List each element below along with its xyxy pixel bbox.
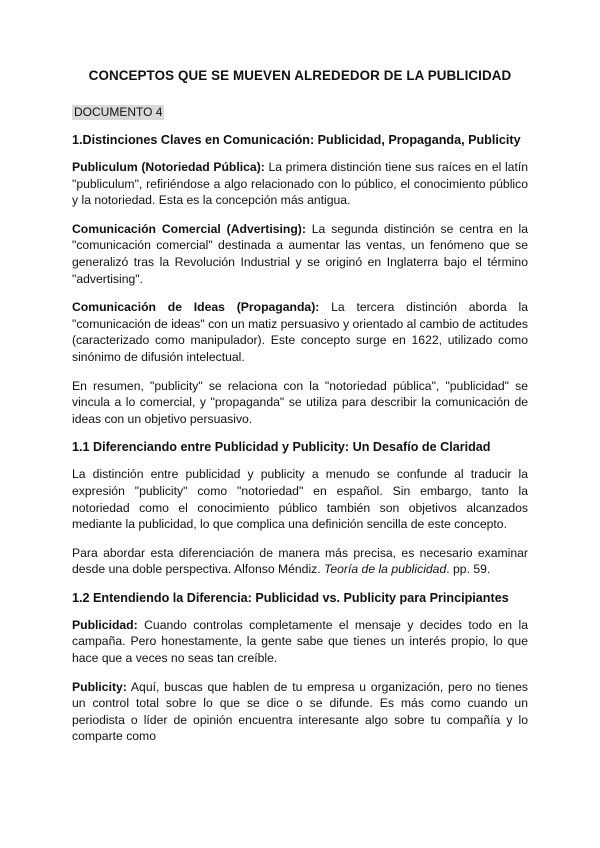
text-comunicacion-comercial: La segunda distinción se centra en la "comunicación comercial" destinada a aumentar las ventas, un fenómeno que se generalizó tras la Revolución Industrial y se originó en Inglaterra bajo el término "advertising". xyxy=(72,221,528,286)
section-1-1-heading: 1.1 Diferenciando entre Publicidad y Publicity: Un Desafío de Claridad xyxy=(72,440,491,455)
section-1-heading: 1.Distinciones Claves en Comunicación: Publicidad, Propaganda, Publicity xyxy=(72,133,521,147)
paragraph-distincion: La distinción entre publicidad y publicity a menudo se confunde al traducir la expresión "publicity" como "notoriedad" en español. Sin embargo, tanto la notoriedad como el conocimiento público también son objetivos alcanzados mediante la publicidad, lo que complica una definición sencilla de este concepto. xyxy=(72,467,528,532)
term-publiculum: Publiculum (Notoriedad Pública): xyxy=(72,160,265,174)
term-publicidad: Publicidad: xyxy=(72,617,138,632)
text-diferenciacion: Para abordar esta diferenciación de manera más precisa, es necesario examinar desde una doble perspectiva. Alfonso Méndiz. xyxy=(72,545,528,577)
book-title: Teoría de la publicidad xyxy=(324,562,447,577)
term-publicity: Publicity: xyxy=(72,679,127,694)
text-publicidad: Cuando controlas completamente el mensaje y decides todo en la campaña. Pero honestamente, la gente sabe que tienes un interés propio, lo que hace que a veces no seas tan creíble. xyxy=(72,617,528,666)
paragraph-resumen: En resumen, "publicity" se relaciona con la "notoriedad pública", "publicidad" se vincula a lo comercial, y "propaganda" se utiliza para describir la comunicación de ideas con un objetivo persuasivo. xyxy=(72,378,528,426)
text-comunicacion-ideas: La tercera distinción aborda la "comunicación de ideas" con un matiz persuasivo y orientado al cambio de actitudes (caracterizado como manipulador). Este concepto surge en 1622, utilizado como sinónimo de difusión intelectual. xyxy=(72,300,528,364)
term-comunicacion-ideas: Comunicación de Ideas (Propaganda): xyxy=(72,300,320,315)
text-pages: . pp. 59. xyxy=(446,562,491,577)
paragraph-publiculum xyxy=(72,159,528,209)
document-label: DOCUMENTO 4 xyxy=(74,105,163,119)
paragraph-comunicacion-comercial xyxy=(72,221,528,287)
paragraph-diferenciacion xyxy=(72,545,528,578)
section-1-2-heading: 1.2 Entendiendo la Diferencia: Publicidad vs. Publicity para Principiantes xyxy=(72,590,509,605)
document-title: CONCEPTOS QUE SE MUEVEN ALREDEDOR DE LA PUBLICIDAD xyxy=(88,68,512,83)
term-comunicacion-comercial: Comunicación Comercial (Advertising): xyxy=(72,221,306,236)
paragraph-publicity xyxy=(72,679,528,745)
text-publicity: Aquí, buscas que hablen de tu empresa u organización, pero no tienes un control total sobre lo que se dice o se difunde. Es más como cuando un periodista o líder de opinión encuentra interesante algo sobre tu compañía y lo comparte como xyxy=(72,679,528,744)
paragraph-publicidad xyxy=(72,617,528,667)
paragraph-comunicacion-ideas xyxy=(72,299,528,365)
text-publiculum: La primera distinción tiene sus raíces en el latín "publiculum", refiriéndose a algo relacionado con lo público, el conocimiento público y la notoriedad. Esta es la concepción más antigua. xyxy=(72,160,528,208)
